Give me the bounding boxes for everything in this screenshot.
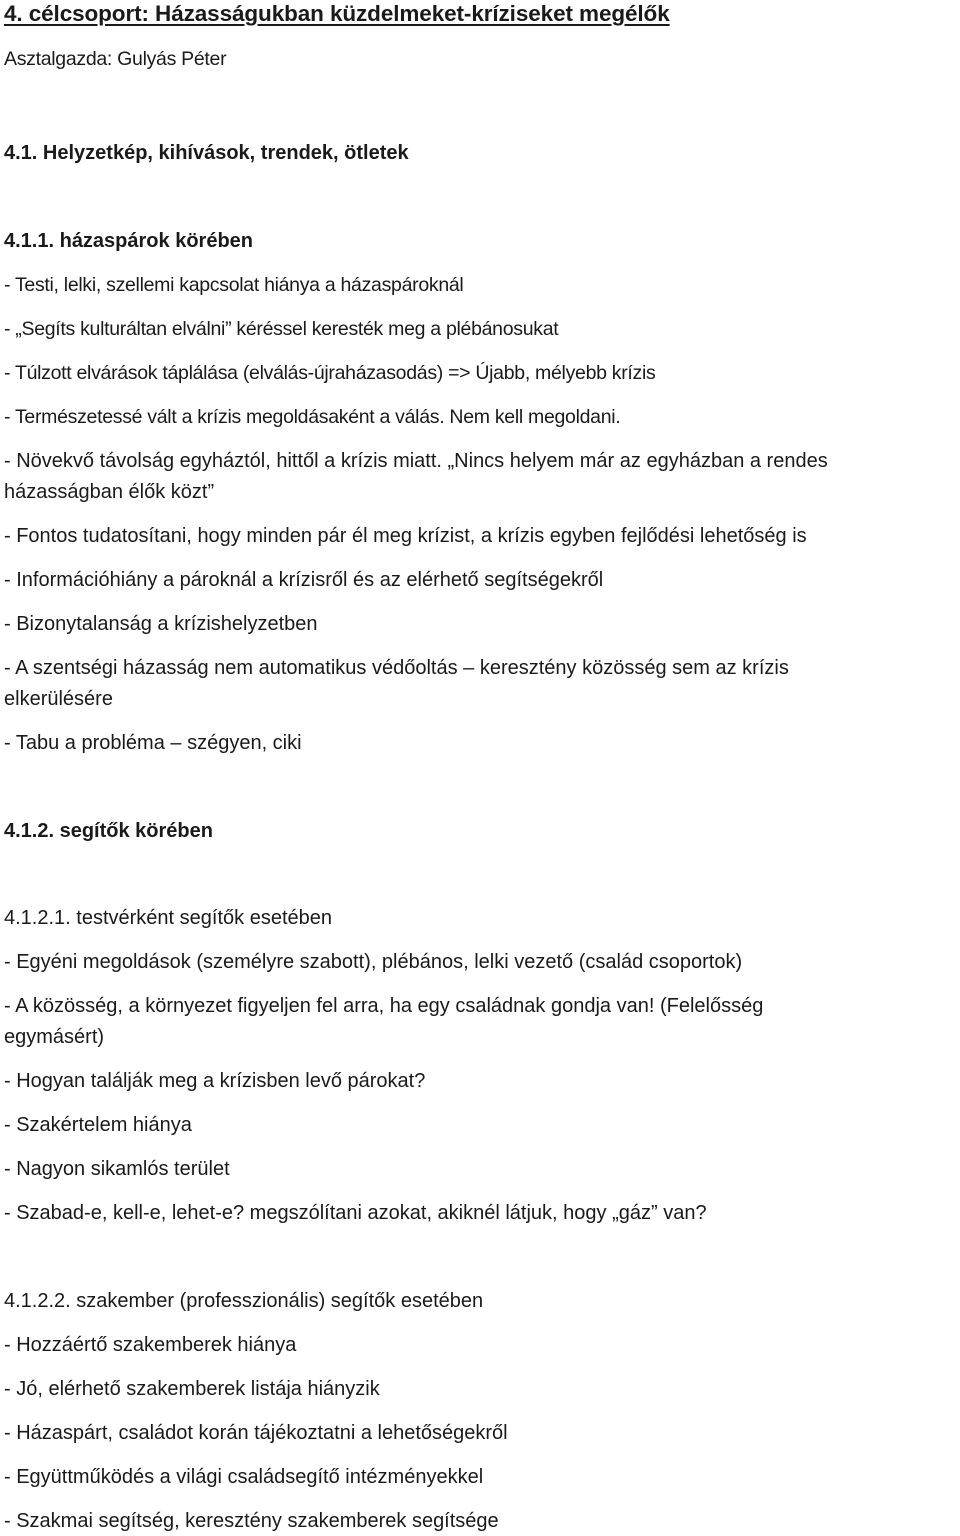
list-item: - Információhiány a pároknál a krízisről és az elérhető segítségekről — [4, 569, 604, 591]
list-item: - Egyéni megoldások (személyre szabott), plébános, lelki vezető (család csoportok) — [4, 951, 743, 973]
list-item-continuation: házasságban élők közt” — [4, 481, 215, 503]
list-item: - Hogyan találják meg a krízisben levő párokat? — [4, 1070, 426, 1092]
list-item-continuation: egymásért) — [4, 1026, 105, 1048]
list-item: - Testi, lelki, szellemi kapcsolat hiánya a házaspároknál — [4, 274, 464, 296]
list-item: - Természetessé vált a krízis megoldásaként a válás. Nem kell megoldani. — [4, 406, 621, 428]
list-item: - A szentségi házasság nem automatikus védőoltás – keresztény közösség sem az krízis — [4, 657, 789, 679]
list-item: - Szakmai segítség, keresztény szakemberek segítsége — [4, 1510, 499, 1532]
list-item: - A közösség, a környezet figyeljen fel arra, ha egy családnak gondja van! (Felelősség — [4, 995, 764, 1017]
subsection-heading: 4.1.2. segítők körében — [4, 820, 213, 842]
list-item: - Jó, elérhető szakemberek listája hiányzik — [4, 1378, 380, 1400]
list-item: - Szabad-e, kell-e, lehet-e? megszólítani azokat, akiknél látjuk, hogy „gáz” van? — [4, 1202, 707, 1224]
list-item: - Növekvő távolság egyháztól, hittől a krízis miatt. „Nincs helyem már az egyházban a rendes — [4, 450, 828, 472]
list-item: - Szakértelem hiánya — [4, 1114, 192, 1136]
subsubsection-heading: 4.1.2.2. szakember (professzionális) segítők esetében — [4, 1290, 484, 1312]
list-item: - Nagyon sikamlós terület — [4, 1158, 230, 1180]
list-item: - Tabu a probléma – szégyen, ciki — [4, 732, 302, 754]
section-heading: 4.1. Helyzetkép, kihívások, trendek, ötletek — [4, 142, 409, 164]
list-item: - Fontos tudatosítani, hogy minden pár él meg krízist, a krízis egyben fejlődési lehetőség is — [4, 525, 807, 547]
list-item-continuation: elkerülésére — [4, 688, 113, 710]
list-item: - Túlzott elvárások táplálása (elválás-újraházasodás) => Újabb, mélyebb krízis — [4, 362, 656, 384]
list-item: - Hozzáértő szakemberek hiánya — [4, 1334, 297, 1356]
list-item: - Házaspárt, családot korán tájékoztatni a lehetőségekről — [4, 1422, 508, 1444]
list-item: - „Segíts kulturáltan elválni” kéréssel keresték meg a plébánosukat — [4, 318, 559, 340]
host-line: Asztalgazda: Gulyás Péter — [4, 48, 227, 70]
list-item: - Bizonytalanság a krízishelyzetben — [4, 613, 318, 635]
list-item: - Együttműködés a világi családsegítő intézményekkel — [4, 1466, 484, 1488]
document-title: 4. célcsoport: Házasságukban küzdelmeket-kríziseket megélők — [4, 1, 670, 26]
subsubsection-heading: 4.1.2.1. testvérként segítők esetében — [4, 907, 332, 929]
subsection-heading: 4.1.1. házaspárok körében — [4, 230, 254, 252]
